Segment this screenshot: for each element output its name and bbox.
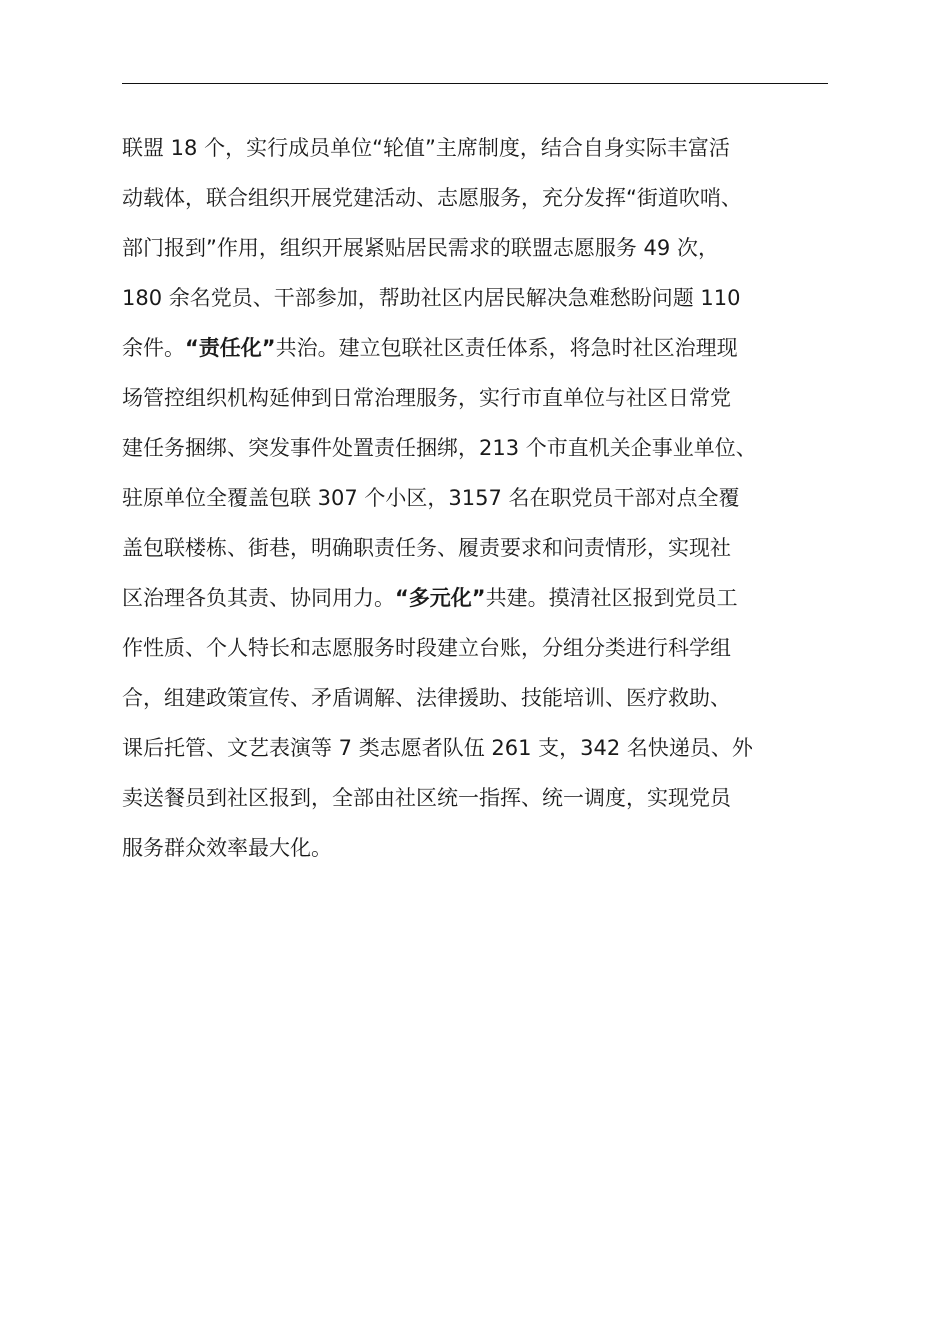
text-line: 课后托管、文艺表演等 7 类志愿者队伍 261 支，342 名快递员、外 — [122, 736, 753, 760]
emphasis-term: “责任化” — [185, 336, 276, 360]
text-run: 共治。建立包联社区责任体系，将急时社区治理现 — [275, 336, 738, 360]
text-line: 场管控组织机构延伸到日常治理服务，实行市直单位与社区日常党 — [122, 386, 731, 410]
text-line: 作性质、个人特长和志愿服务时段建立台账，分组分类进行科学组 — [122, 636, 731, 660]
emphasis-term: “多元化” — [395, 586, 486, 610]
text-line: 卖送餐员到社区报到，全部由社区统一指挥、统一调度，实现党员 — [122, 786, 731, 810]
header-divider — [122, 83, 828, 84]
text-line: 驻原单位全覆盖包联 307 个小区，3157 名在职党员干部对点全覆 — [122, 486, 740, 510]
text-line: 180 余名党员、干部参加，帮助社区内居民解决急难愁盼问题 110 — [122, 286, 741, 310]
text-run: 余件。 — [122, 336, 185, 360]
text-line: 部门报到”作用，组织开展紧贴居民需求的联盟志愿服务 49 次， — [122, 236, 719, 260]
text-run: 共建。摸清社区报到党员工 — [485, 586, 738, 610]
body-paragraph — [122, 130, 842, 880]
text-line — [122, 580, 842, 630]
text-line: 合，组建政策宣传、矛盾调解、法律援助、技能培训、医疗救助、 — [122, 686, 731, 710]
text-line: 建任务捆绑、突发事件处置责任捆绑，213 个市直机关企事业单位、 — [122, 436, 757, 460]
text-line: 动载体，联合组织开展党建活动、志愿服务，充分发挥“街道吹哨、 — [122, 186, 742, 210]
text-line: 服务群众效率最大化。 — [122, 836, 332, 860]
text-run: 区治理各负其责、协同用力。 — [122, 586, 395, 610]
text-line: 联盟 18 个，实行成员单位“轮值”主席制度，结合自身实际丰富活 — [122, 136, 730, 160]
text-line — [122, 330, 842, 380]
text-line: 盖包联楼栋、街巷，明确职责任务、履责要求和问责情形，实现社 — [122, 536, 731, 560]
